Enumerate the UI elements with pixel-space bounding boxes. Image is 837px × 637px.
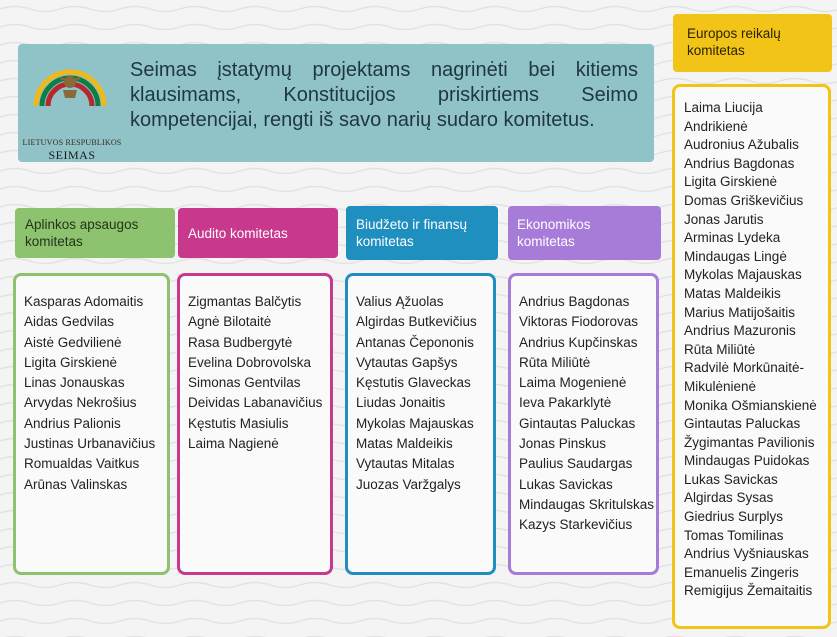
member-item: Viktoras Fiodorovas <box>519 314 639 330</box>
member-item: Aidas Gedvilas <box>24 314 115 330</box>
intro-banner <box>18 44 654 162</box>
member-item: Kęstutis Masiulis <box>188 415 289 431</box>
member-item: Monika Ošmianskienė <box>684 397 817 413</box>
member-item: Kęstutis Glaveckas <box>356 375 471 391</box>
member-item: Andrius Kupčinskas <box>519 334 638 350</box>
member-item: Paulius Saudargas <box>519 456 633 472</box>
member-item: Laima Liucija <box>684 100 763 115</box>
aplinkos-title-text: Aplinkos apsaugos komitetas <box>25 217 139 249</box>
member-item: Deividas Labanavičius <box>188 395 323 411</box>
member-item: Ligita Girskienė <box>24 354 118 370</box>
member-item: Mindaugas Skritulskas <box>519 496 655 512</box>
member-item: Remigijus Žemaitaitis <box>684 583 813 599</box>
audito-member-list <box>177 273 333 575</box>
member-item: Agnė Bilotaitė <box>188 314 272 330</box>
member-item: Emanuelis Zingeris <box>684 564 799 580</box>
member-item: Rūta Miliūtė <box>684 341 756 357</box>
member-item: Marius Matijošaitis <box>684 304 796 320</box>
member-item: Linas Jonauskas <box>24 375 125 391</box>
member-item: Arūnas Valinskas <box>24 476 128 492</box>
aplinkos-committee-title <box>15 208 175 258</box>
member-item: Arminas Lydeka <box>684 230 781 246</box>
member-item: Andrius Palionis <box>24 415 121 431</box>
europos-title-text: Europos reikalų komitetas <box>687 26 781 58</box>
member-item: Andrikienė <box>684 118 748 134</box>
ekonomikos-committee-title <box>508 206 661 260</box>
member-item: Jonas Pinskus <box>519 436 607 452</box>
member-item: Andrius Vyšniauskas <box>684 546 809 562</box>
member-item: Vytautas Mitalas <box>356 456 455 472</box>
member-item: Gintautas Paluckas <box>684 416 801 432</box>
member-item: Rūta Miliūtė <box>519 354 591 370</box>
member-item: Radvilė Morkūnaitė- <box>684 360 805 376</box>
member-item: Jonas Jarutis <box>684 211 764 227</box>
member-item: Laima Nagienė <box>188 436 279 452</box>
member-item: Gintautas Paluckas <box>519 415 636 431</box>
member-item: Lukas Savickas <box>519 476 613 492</box>
europos-member-list <box>672 84 831 629</box>
member-item: Romualdas Vaitkus <box>24 456 140 472</box>
biudzeto-committee-title <box>346 206 498 260</box>
member-item: Valius Ąžuolas <box>356 294 444 309</box>
seimas-logo-icon <box>24 68 116 148</box>
member-item: Mykolas Majauskas <box>684 267 802 283</box>
member-item: Arvydas Nekrošius <box>24 395 137 411</box>
member-item: Audronius Ažubalis <box>684 137 799 153</box>
logo-subtitle: LIETUVOS RESPUBLIKOS <box>22 138 122 147</box>
member-item: Vytautas Gapšys <box>356 354 458 370</box>
europos-committee-title <box>673 14 832 72</box>
member-item: Andrius Bagdonas <box>519 294 630 309</box>
member-item: Rasa Budbergytė <box>188 334 293 350</box>
ekonomikos-title-text: Ekonomikos komitetas <box>517 217 591 249</box>
aplinkos-member-list <box>13 273 170 575</box>
member-item: Mindaugas Lingė <box>684 248 787 264</box>
audito-title-text: Audito komitetas <box>188 225 288 241</box>
member-item: Algirdas Butkevičius <box>356 314 477 330</box>
ekonomikos-member-list <box>508 273 659 575</box>
member-item: Simonas Gentvilas <box>188 375 301 391</box>
member-item: Kasparas Adomaitis <box>24 294 144 309</box>
member-item: Mikulėnienė <box>684 378 757 394</box>
member-item: Domas Griškevičius <box>684 192 804 208</box>
logo-title: SEIMAS <box>48 148 96 162</box>
member-item: Zigmantas Balčytis <box>188 294 302 309</box>
member-item: Juozas Varžgalys <box>356 476 461 492</box>
member-item: Kazys Starkevičius <box>519 517 633 533</box>
member-item: Justinas Urbanavičius <box>24 436 156 452</box>
intro-text: Seimas įstatymų projektams nagrinėti bei kitiems klausimams, Konstitucijos priskirtiems Seimo kompetencijai, rengti iš savo narių sudaro komitetus. <box>130 59 638 131</box>
member-item: Žygimantas Pavilionis <box>684 434 815 450</box>
biudzeto-title-text: Biudžeto ir finansų komitetas <box>356 217 468 249</box>
audito-committee-title <box>178 208 338 258</box>
member-item: Andrius Mazuronis <box>684 323 796 339</box>
member-item: Antanas Čepononis <box>356 334 474 350</box>
member-item: Laima Mogenienė <box>519 375 627 391</box>
member-item: Giedrius Surplys <box>684 509 784 525</box>
member-item: Andrius Bagdonas <box>684 155 795 171</box>
member-item: Lukas Savickas <box>684 471 778 487</box>
biudzeto-member-list <box>345 273 496 575</box>
member-item: Ieva Pakarklytė <box>519 395 612 411</box>
member-item: Mindaugas Puidokas <box>684 453 810 469</box>
member-item: Matas Maldeikis <box>356 436 453 452</box>
member-item: Algirdas Sysas <box>684 490 774 506</box>
member-item: Mykolas Majauskas <box>356 415 474 431</box>
member-item: Tomas Tomilinas <box>684 527 784 543</box>
member-item: Aistė Gedvilienė <box>24 334 122 350</box>
member-item: Ligita Girskienė <box>684 174 778 190</box>
member-item: Evelina Dobrovolska <box>188 354 312 370</box>
member-item: Matas Maldeikis <box>684 285 781 301</box>
member-item: Liudas Jonaitis <box>356 395 446 411</box>
